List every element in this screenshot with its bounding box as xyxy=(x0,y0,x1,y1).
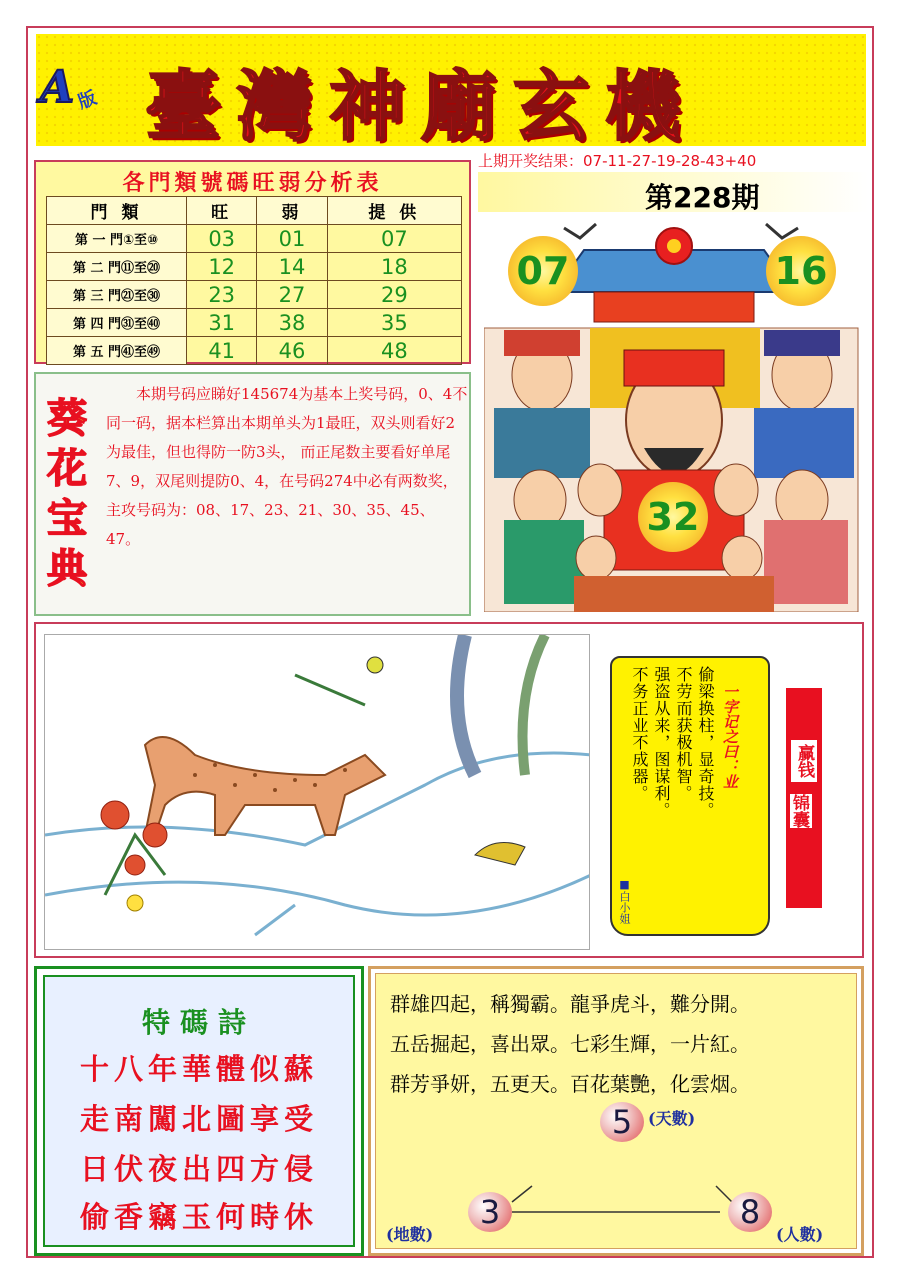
table-row xyxy=(47,253,462,281)
provide-value: 29 xyxy=(327,281,461,309)
poem-line: 五岳掘起，喜出眾。七彩生輝，一片紅。 xyxy=(390,1032,750,1056)
weak-value: 14 xyxy=(257,253,327,281)
temple-illustration xyxy=(484,220,862,612)
header-door: 門 類 xyxy=(47,197,187,225)
heaven-number: 5 xyxy=(600,1102,644,1142)
special-poem-panel xyxy=(34,966,364,1256)
weak-value: 01 xyxy=(257,225,327,253)
bag-label: 锦囊 xyxy=(790,794,812,828)
strong-value: 23 xyxy=(187,281,257,309)
leopard-picture xyxy=(45,635,590,950)
earth-label: (地數) xyxy=(386,1225,434,1244)
analysis-title: 各門類號碼旺弱分析表 xyxy=(122,171,383,196)
lucky-ball: 32 xyxy=(638,482,708,552)
table-row xyxy=(47,309,462,337)
riddle-line: 强盗从来，图谋利。 xyxy=(652,666,671,819)
sunflower-title: 葵花宝典 xyxy=(47,395,87,592)
special-poem-title: 特碼詩 xyxy=(141,1006,256,1039)
provide-value: 07 xyxy=(327,225,461,253)
special-poem-inner xyxy=(43,975,355,1247)
provide-value: 48 xyxy=(327,337,461,365)
strong-value: 12 xyxy=(187,253,257,281)
riddle-head: 一字记之曰：业 xyxy=(721,684,739,789)
analysis-table xyxy=(46,196,462,365)
table-row xyxy=(47,281,462,309)
earth-number: 3 xyxy=(468,1192,512,1232)
special-poem-line: 走南闖北圖享受 xyxy=(79,1102,318,1136)
special-poem-line: 偷香竊玉何時休 xyxy=(79,1200,318,1234)
previous-result: 上期开奖结果：07-11-27-19-28-43+40 xyxy=(478,152,757,170)
lucky-ball: 07 xyxy=(508,236,578,306)
table-header-row xyxy=(47,197,462,225)
human-number: 8 xyxy=(728,1192,772,1232)
edition-badge: A xyxy=(40,62,75,113)
poem-line: 群雄四起，稱獨霸。龍爭虎斗，難分開。 xyxy=(390,992,750,1016)
riddle-scroll xyxy=(604,648,780,944)
door-label: 第 一 門①至⑩ xyxy=(47,225,187,253)
lucky-ball: 16 xyxy=(766,236,836,306)
riddle-line: 不务正业不成器。 xyxy=(630,666,649,802)
riddle-line: 不劳而获极机智。 xyxy=(674,666,693,802)
door-label: 第 五 門㊶至㊾ xyxy=(47,337,187,365)
page-title: 臺灣神廟玄機 xyxy=(145,62,697,151)
sunflower-text: 本期号码应睇好145674为基本上奖号码，0、4不同一码，据本栏算出本期单头为1最旺，双头则看好2为最佳，但也得防一防3头， 而正尾数主要看好单尾7、9，双尾则提防0、4，在号码274中必有两数奖，主攻号码为：08、17、23、21、30、35、45、47。 xyxy=(106,385,468,548)
riddle-signature: ■白小姐 xyxy=(618,878,631,924)
weak-value: 46 xyxy=(257,337,327,365)
heaven-label: (天數) xyxy=(648,1109,696,1128)
analysis-panel xyxy=(34,160,471,364)
strong-value: 03 xyxy=(187,225,257,253)
special-poem-line: 日伏夜出四方侵 xyxy=(79,1152,318,1186)
header-weak: 弱 xyxy=(257,197,327,225)
edition-badge-suffix: 版 xyxy=(75,87,100,114)
header-provide: 提 供 xyxy=(327,197,461,225)
table-row xyxy=(47,337,462,365)
provide-value: 18 xyxy=(327,253,461,281)
numbers-poem-panel xyxy=(368,966,864,1256)
weak-value: 38 xyxy=(257,309,327,337)
door-label: 第 三 門㉑至㉚ xyxy=(47,281,187,309)
weak-value: 27 xyxy=(257,281,327,309)
win-label: 赢钱 xyxy=(791,740,817,782)
provide-value: 35 xyxy=(327,309,461,337)
issue-number: 第228期 xyxy=(645,181,760,214)
human-label: (人數) xyxy=(776,1225,824,1244)
door-label: 第 二 門⑪至⑳ xyxy=(47,253,187,281)
header-strong: 旺 xyxy=(187,197,257,225)
numbers-poem-inner xyxy=(375,973,857,1249)
animal-drawing xyxy=(44,634,590,950)
strong-value: 31 xyxy=(187,309,257,337)
table-row xyxy=(47,225,462,253)
riddle-line: 偷梁换柱，显奇技。 xyxy=(696,666,715,819)
sunflower-panel xyxy=(34,372,471,616)
poem-line: 群芳爭妍，五更天。百花葉艷，化雲烟。 xyxy=(390,1072,750,1096)
strong-value: 41 xyxy=(187,337,257,365)
door-label: 第 四 門㉛至㊵ xyxy=(47,309,187,337)
special-poem-line: 十八年華體似蘇 xyxy=(79,1052,318,1086)
